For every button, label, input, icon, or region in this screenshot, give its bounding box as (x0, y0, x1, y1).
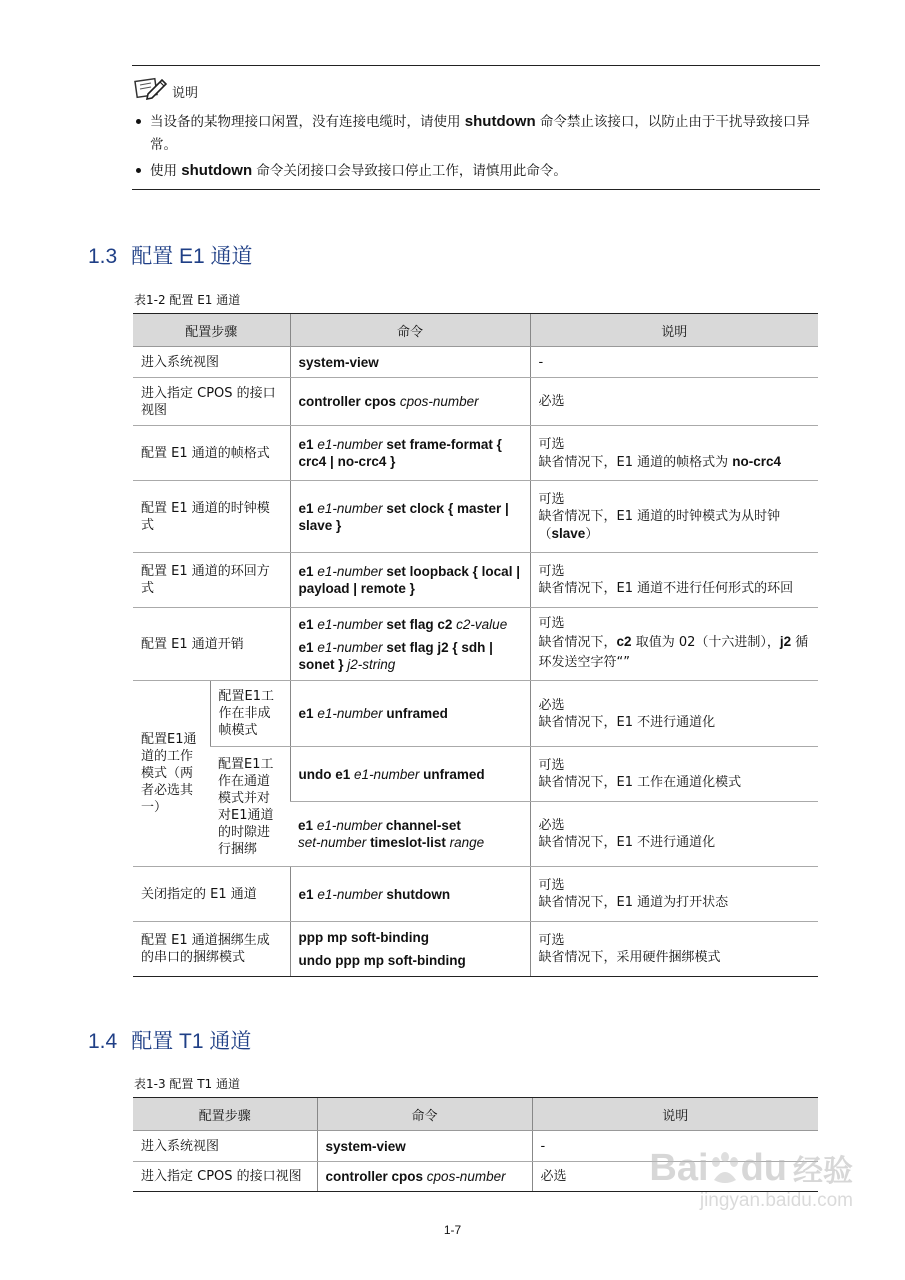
description-cell (530, 681, 818, 747)
desc-text: ） (585, 526, 599, 542)
cmd-keyword: channel-set (385, 818, 461, 833)
desc-keyword: c2 (616, 634, 632, 649)
description-cell (530, 747, 818, 802)
desc-text: 缺省情况下，采用硬件捆绑模式 (538, 950, 721, 965)
cmd-argument: e1-number (317, 564, 383, 579)
cmd-keyword: e1 (298, 639, 314, 655)
step-cell: 进入指定 CPOS 的接口视图 (133, 1162, 317, 1192)
desc-text: 可选 (538, 491, 565, 507)
command-cell (290, 681, 530, 747)
step-cell: 进入系统视图 (133, 347, 290, 378)
note-item (132, 159, 820, 183)
step-cell: 配置 E1 通道开销 (133, 608, 290, 681)
cmd-keyword: set loopback (386, 564, 469, 579)
e1-config-table (133, 313, 818, 977)
description-cell (530, 867, 818, 922)
table-row (133, 426, 818, 481)
note-text: 命令禁止该接口，以防止由于干扰导致接口异常。 (150, 114, 810, 153)
desc-text: 缺省情况下，E1 通道不进行任何形式的环回 (538, 581, 794, 596)
desc-text: 可选 (538, 878, 565, 893)
cmd-keyword: e1 (298, 500, 314, 516)
command-cell (290, 378, 530, 426)
note-text: 当设备的某物理接口闲置，没有连接电缆时，请使用 (150, 114, 465, 130)
cmd-argument: e1-number (317, 437, 383, 452)
desc-text: 缺省情况下，E1 通道的时钟模式为从时钟（ (538, 508, 781, 542)
cmd-keyword: set frame-format (386, 437, 493, 452)
command-cell (317, 1162, 532, 1192)
cmd-keyword: e1 (298, 706, 314, 721)
description-cell: 必选 (532, 1162, 818, 1192)
description-cell (530, 608, 818, 681)
note-keyword: shutdown (464, 113, 536, 130)
cmd-keyword: { sdh | sonet } (298, 639, 493, 672)
cmd-keyword: controller cpos (298, 394, 397, 409)
command-cell (290, 747, 530, 802)
command-cell (290, 922, 530, 977)
bullet-icon (136, 119, 141, 124)
desc-text: 必选 (538, 818, 565, 833)
header-description: 说明 (532, 1098, 818, 1131)
substep-cell: 配置E1工作在通道模式并对对E1通道的时隙进行捆绑 (210, 747, 290, 867)
baidu-jingyan-watermark (649, 1146, 853, 1212)
note-pencil-icon (134, 76, 168, 102)
command-cell (290, 426, 530, 481)
command-cell (290, 867, 530, 922)
watermark-text: du (740, 1147, 787, 1189)
cmd-keyword: system-view (325, 1138, 406, 1154)
table-row (133, 553, 818, 608)
watermark-text: Bai (649, 1147, 709, 1189)
section-title-text: 配置 T1 通道 (131, 1030, 252, 1053)
table-header-row (133, 1098, 818, 1131)
description-cell (530, 481, 818, 553)
description-cell: - (530, 347, 818, 378)
bullet-icon (136, 168, 141, 173)
section-heading-e1 (88, 240, 253, 270)
command-cell (317, 1131, 532, 1162)
table-row (133, 481, 818, 553)
step-cell: 进入指定 CPOS 的接口视图 (133, 378, 290, 426)
desc-text: 可选 (538, 758, 565, 773)
header-command: 命令 (290, 314, 530, 347)
cmd-argument: cpos-number (426, 1169, 506, 1184)
header-description: 说明 (530, 314, 818, 347)
cmd-keyword: { crc4 | no-crc4 } (298, 437, 502, 469)
cmd-keyword: e1 (298, 616, 314, 632)
cmd-keyword: e1 (298, 818, 314, 833)
desc-text: 可选 (538, 564, 565, 579)
cmd-keyword: shutdown (386, 886, 451, 902)
desc-text: 缺省情况下， (538, 635, 617, 650)
step-cell: 配置 E1 通道的环回方式 (133, 553, 290, 608)
command-cell (290, 553, 530, 608)
note-text: 使用 (150, 163, 182, 179)
cmd-keyword: set flag c2 (386, 616, 453, 632)
desc-text: 缺省情况下，E1 不进行通道化 (538, 714, 716, 730)
header-step: 配置步骤 (133, 314, 290, 347)
cmd-keyword: { master | slave } (298, 500, 509, 533)
command-cell (290, 481, 530, 553)
substep-cell: 配置E1工作在非成帧模式 (210, 681, 290, 747)
cmd-keyword: unframed (386, 706, 448, 721)
command-cell (290, 802, 530, 867)
description-cell (530, 426, 818, 481)
table-row (133, 608, 818, 681)
step-cell: 关闭指定的 E1 通道 (133, 867, 290, 922)
desc-text: 可选 (538, 616, 565, 631)
table-row (133, 922, 818, 977)
description-cell: - (532, 1131, 818, 1162)
desc-keyword: j2 (779, 634, 792, 649)
cmd-argument: range (449, 835, 485, 850)
step-cell: 配置 E1 通道捆绑生成的串口的捆绑模式 (133, 922, 290, 977)
desc-text: 必选 (538, 697, 565, 713)
cmd-keyword: controller cpos (325, 1169, 424, 1184)
step-cell: 配置 E1 通道的帧格式 (133, 426, 290, 481)
table-caption: 表1-3 配置 T1 通道 (134, 1077, 241, 1091)
cmd-argument: e1-number (354, 766, 420, 782)
desc-text: 缺省情况下，E1 通道的帧格式为 (538, 454, 733, 470)
description-cell (530, 553, 818, 608)
cmd-argument: set-number (298, 835, 367, 850)
cmd-argument: c2-value (456, 616, 508, 632)
note-keyword: shutdown (181, 162, 253, 179)
desc-keyword: slave (551, 525, 586, 541)
cmd-keyword: undo e1 (298, 766, 351, 782)
section-title-text: 配置 E1 通道 (131, 245, 253, 268)
cmd-argument: e1-number (317, 500, 383, 516)
description-cell (530, 802, 818, 867)
desc-text: 取值为 02（十六进制）， (631, 635, 780, 650)
desc-keyword: no-crc4 (732, 453, 782, 469)
description-cell: 必选 (530, 378, 818, 426)
cmd-keyword: e1 (298, 437, 314, 452)
header-step: 配置步骤 (133, 1098, 317, 1131)
cmd-argument: j2-string (347, 656, 396, 672)
desc-text: 缺省情况下，E1 通道为打开状态 (538, 895, 729, 910)
cmd-argument: e1-number (317, 886, 383, 902)
cmd-argument: cpos-number (399, 394, 479, 409)
page-number: 1-7 (443, 1223, 462, 1237)
cmd-keyword: e1 (298, 564, 314, 579)
table-header-row (133, 314, 818, 347)
cmd-argument: e1-number (317, 706, 383, 721)
cmd-keyword: timeslot-list (370, 835, 446, 850)
cmd-keyword: system-view (298, 354, 379, 370)
cmd-keyword: unframed (423, 766, 485, 782)
table-row (133, 347, 818, 378)
desc-text: 可选 (538, 436, 565, 452)
table-row (133, 681, 818, 747)
group-step-cell: 配置E1通道的工作模式（两者必选其一） (133, 681, 210, 867)
desc-text: 循环发送空字符“” (538, 635, 809, 670)
section-number: 1.4 (88, 1030, 118, 1053)
header-command: 命令 (317, 1098, 532, 1131)
table-row (133, 378, 818, 426)
step-cell: 配置 E1 通道的时钟模式 (133, 481, 290, 553)
cmd-argument: e1-number (317, 639, 383, 655)
note-item (132, 110, 820, 157)
note-text: 命令关闭接口会导致接口停止工作，请慎用此命令。 (252, 163, 567, 179)
note-header (134, 76, 198, 102)
desc-text: 可选 (538, 933, 565, 948)
command-cell (290, 347, 530, 378)
desc-text: 缺省情况下，E1 不进行通道化 (538, 835, 716, 850)
table-row (133, 747, 818, 802)
cmd-keyword: e1 (298, 886, 314, 902)
step-cell: 进入系统视图 (133, 1131, 317, 1162)
cmd-keyword: set flag j2 (386, 639, 449, 655)
cmd-keyword: { local | payload | remote } (298, 564, 520, 596)
table-caption: 表1-2 配置 E1 通道 (134, 293, 241, 307)
note-box (132, 65, 820, 190)
cmd-keyword: ppp mp soft-binding (298, 930, 429, 945)
cmd-argument: e1-number (317, 616, 383, 632)
section-heading-t1 (88, 1025, 251, 1055)
table-row (133, 867, 818, 922)
watermark-text: 经验 (793, 1154, 853, 1189)
note-title: 说明 (172, 86, 199, 101)
watermark-url: jingyan.baidu.com (699, 1190, 853, 1211)
command-cell (290, 608, 530, 681)
paw-icon (710, 1152, 740, 1186)
cmd-keyword: undo ppp mp soft-binding (298, 953, 466, 968)
desc-text: 缺省情况下，E1 工作在通道化模式 (538, 775, 742, 790)
section-number: 1.3 (88, 245, 118, 268)
description-cell (530, 922, 818, 977)
cmd-keyword: set clock (386, 500, 445, 516)
cmd-argument: e1-number (316, 818, 383, 833)
